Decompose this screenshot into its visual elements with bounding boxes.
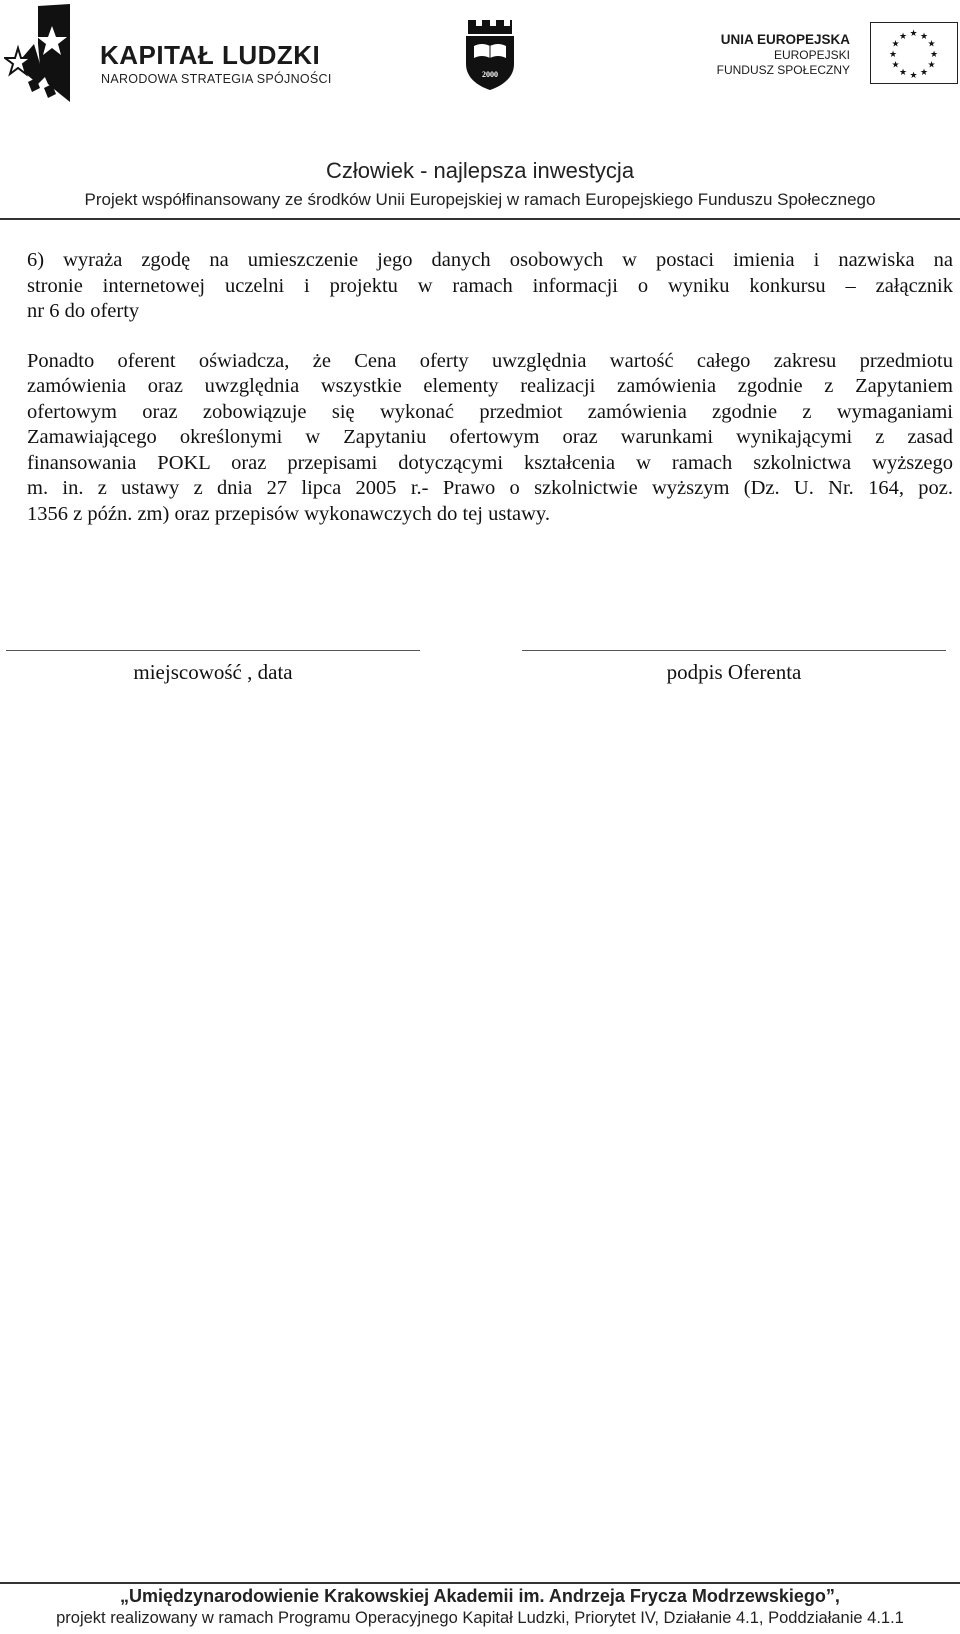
svg-text:★: ★ <box>929 50 939 60</box>
svg-text:★: ★ <box>927 39 936 50</box>
paragraph-line: finansowania POKL oraz przepisami dotyczącymi kształcenia w ramach szkolnictwa wyższego <box>27 451 953 474</box>
slogan: Człowiek - najlepsza inwestycja <box>325 158 635 183</box>
place-date-label: miejscowość , data <box>133 660 293 684</box>
paragraph-line: nr 6 do oferty <box>27 300 140 322</box>
eu-logo-line2: EUROPEJSKI <box>773 48 850 62</box>
svg-text:★: ★ <box>891 60 900 71</box>
eu-flag-icon <box>870 22 958 84</box>
footer-program-info: projekt realizowany w ramach Programu Operacyjnego Kapitał Ludzki, Priorytet IV, Działanie 4.1, Poddziałanie 4.1.1 <box>56 1609 904 1627</box>
svg-text:★: ★ <box>891 39 900 50</box>
svg-text:★: ★ <box>888 50 898 60</box>
university-crest-icon <box>462 18 518 92</box>
logo-subtitle: NARODOWA STRATEGIA SPÓJNOŚCI <box>101 72 332 86</box>
declaration-paragraph <box>27 349 953 528</box>
bidder-signature-label: podpis Oferenta <box>666 660 802 684</box>
crest-year: 2000 <box>482 70 498 79</box>
svg-text:★: ★ <box>919 32 929 42</box>
paragraph-line: ofertowym oraz zobowiązuje się wykonać przedmiot zamówienia zgodnie z wymaganiami <box>27 400 953 423</box>
paragraph-line: 6) wyraża zgodę na umieszczenie jego danych osobowych w postaci imienia i nazwiska na <box>27 249 953 271</box>
paragraph-line: zamówienia oraz uwzględnia wszystkie elementy realizacji zamówienia zgodnie z Zapytaniem <box>27 375 953 397</box>
eu-logo-line1: UNIA EUROPEJSKA <box>720 32 850 47</box>
paragraph-line: Zamawiającego określonymi w Zapytaniu ofertowym oraz warunkami wynikającymi z zasad <box>27 426 953 448</box>
document-body <box>27 248 953 551</box>
header-divider <box>0 218 960 220</box>
svg-text:★: ★ <box>898 32 908 42</box>
cofinancing-statement: Projekt współfinansowany ze środków Unii Europejskiej w ramach Europejskiego Funduszu Społecznego <box>84 190 876 209</box>
svg-text:★: ★ <box>927 60 936 71</box>
footer-project-title: „Umiędzynarodowienie Krakowskiej Akademii im. Andrzeja Frycza Modrzewskiego”, <box>120 1586 840 1606</box>
page-header <box>0 0 960 222</box>
place-date-signature-line <box>6 650 420 651</box>
footer-divider <box>0 1582 960 1584</box>
paragraph-line: 1356 z późn. zm) oraz przepisów wykonawczych do tej ustawy. <box>27 502 550 525</box>
svg-text:★: ★ <box>909 29 918 39</box>
svg-text:★: ★ <box>909 71 918 81</box>
consent-paragraph <box>27 248 953 325</box>
logo-title: KAPITAŁ LUDZKI <box>100 40 321 70</box>
eu-logo-line3: FUNDUSZ SPOŁECZNY <box>716 63 850 77</box>
paragraph-line: m. in. z ustawy z dnia 27 lipca 2005 r.- Prawo o szkolnictwie wyższym (Dz. U. Nr. 164, poz. <box>27 477 953 499</box>
bidder-signature-line <box>522 650 946 651</box>
kapital-ludzki-emblem-icon <box>4 4 84 104</box>
svg-text:★: ★ <box>898 68 908 78</box>
kapital-ludzki-logo <box>4 4 334 106</box>
paragraph-line: Ponadto oferent oświadcza, że Cena oferty uwzględnia wartość całego zakresu przedmiotu <box>27 349 953 372</box>
paragraph-line: stronie internetowej uczelni i projektu w ramach informacji o wyniku konkursu – załącznik <box>27 274 953 297</box>
svg-text:★: ★ <box>919 68 929 78</box>
